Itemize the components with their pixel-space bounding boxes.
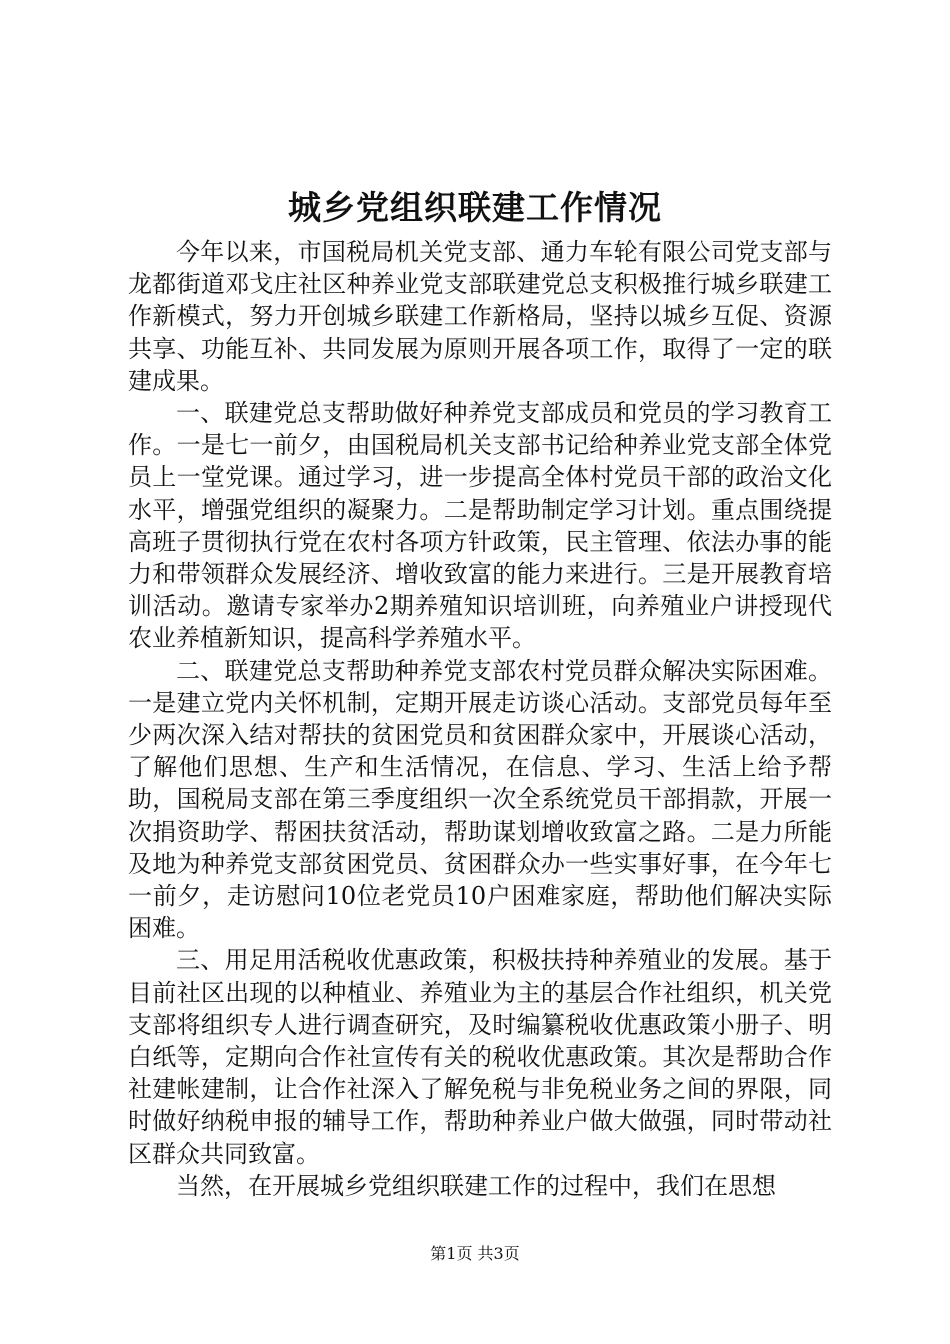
paragraph-intro: 今年以来，市国税局机关党支部、通力车轮有限公司党支部与龙都街道邓戈庄社区种养业党支部联建党总支积极推行城乡联建工作新模式，努力开创城乡联建工作新格局，坚持以城乡互促、资源共享、功能互补、共同发展为原则开展各项工作，取得了一定的联建成果。 bbox=[128, 238, 832, 395]
paragraph-section-2: 二、联建党总支帮助种养党支部农村党员群众解决实际困难。一是建立党内关怀机制，定期开展走访谈心活动。支部党员每年至少两次深入结对帮扶的贫困党员和贫困群众家中，开展谈心活动，了解他们思想、生产和生活情况，在信息、学习、生活上给予帮助，国税局支部在第三季度组织一次全系统党员干部捐款，开展一次捐资助学、帮困扶贫活动，帮助谋划增收致富之路。二是力所能及地为种养党支部贫困党员、贫困群众办一些实事好事，在今年七一前夕，走访慰问10位老党员10户困难家庭，帮助他们解决实际困难。 bbox=[128, 656, 832, 943]
document-body bbox=[128, 236, 832, 1202]
paragraph-section-1: 一、联建党总支帮助做好种养党支部成员和党员的学习教育工作。一是七一前夕，由国税局机关支部书记给种养业党支部全体党员上一堂党课。通过学习，进一步提高全体村党员干部的政治文化水平，增强党组织的凝聚力。二是帮助制定学习计划。重点围绕提高班子贯彻执行党在农村各项方针政策，民主管理、依法办事的能力和带领群众发展经济、增收致富的能力来进行。三是开展教育培训活动。邀请专家举办2期养殖知识培训班，向养殖业户讲授现代农业养植新知识，提高科学养殖水平。 bbox=[128, 399, 832, 653]
paragraph-section-3: 三、用足用活税收优惠政策，积极扶持种养殖业的发展。基于目前社区出现的以种植业、养殖业为主的基层合作社组织，机关党支部将组织专人进行调查研究，及时编纂税收优惠政策小册子、明白纸等，定期向合作社宣传有关的税收优惠政策。其次是帮助合作社建帐建制，让合作社深入了解免税与非免税业务之间的界限，同时做好纳税申报的辅导工作，帮助种养业户做大做强，同时带动社区群众共同致富。 bbox=[128, 946, 832, 1168]
document-title: 城乡党组织联建工作情况 bbox=[288, 188, 662, 227]
paragraph-closing: 当然，在开展城乡党组织联建工作的过程中，我们在思想 bbox=[176, 1171, 776, 1200]
page-number-footer: 第1页 共3页 bbox=[430, 1244, 520, 1263]
